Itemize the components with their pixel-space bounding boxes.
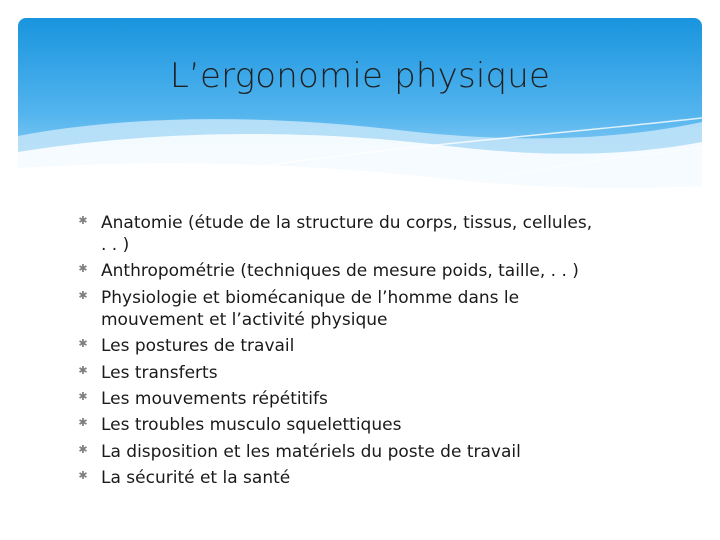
banner-wave-graphic <box>18 18 702 190</box>
list-item-text: La sécurité et la santé <box>101 468 291 489</box>
list-item-text: La disposition et les matériels du poste de travail <box>101 441 521 462</box>
asterisk-icon: ✱ <box>78 262 88 276</box>
list-item-text: Les mouvements répétitifs <box>101 388 328 409</box>
list-item <box>76 260 596 282</box>
list-item-text: Physiologie et biomécanique de l’homme dans le mouvement et l’activité physique <box>101 287 520 330</box>
slide-title: L’ergonomie physique <box>169 56 551 96</box>
list-item-text: Les postures de travail <box>101 336 295 357</box>
list-item <box>76 212 596 256</box>
list-item <box>76 362 596 384</box>
list-item <box>76 335 596 357</box>
title-banner <box>18 18 702 190</box>
list-item-text: Les troubles musculo squelettiques <box>101 415 402 436</box>
list-item-text: Anthropométrie (techniques de mesure poids, taille, . . ) <box>101 261 579 282</box>
asterisk-icon: ✱ <box>78 442 88 456</box>
list-item <box>76 441 596 463</box>
asterisk-icon: ✱ <box>78 337 88 351</box>
asterisk-icon: ✱ <box>78 363 88 377</box>
bullet-list <box>76 212 596 494</box>
asterisk-icon: ✱ <box>78 416 88 430</box>
asterisk-icon: ✱ <box>78 214 88 227</box>
list-item <box>76 414 596 436</box>
list-item-text: Les transferts <box>101 362 218 383</box>
list-item <box>76 287 596 331</box>
list-item-text: Anatomie (étude de la structure du corps, tissus, cellules, . . ) <box>101 213 593 255</box>
asterisk-icon: ✱ <box>78 469 88 483</box>
asterisk-icon: ✱ <box>78 288 88 302</box>
list-item <box>76 467 596 489</box>
list-item <box>76 388 596 410</box>
asterisk-icon: ✱ <box>78 389 88 403</box>
